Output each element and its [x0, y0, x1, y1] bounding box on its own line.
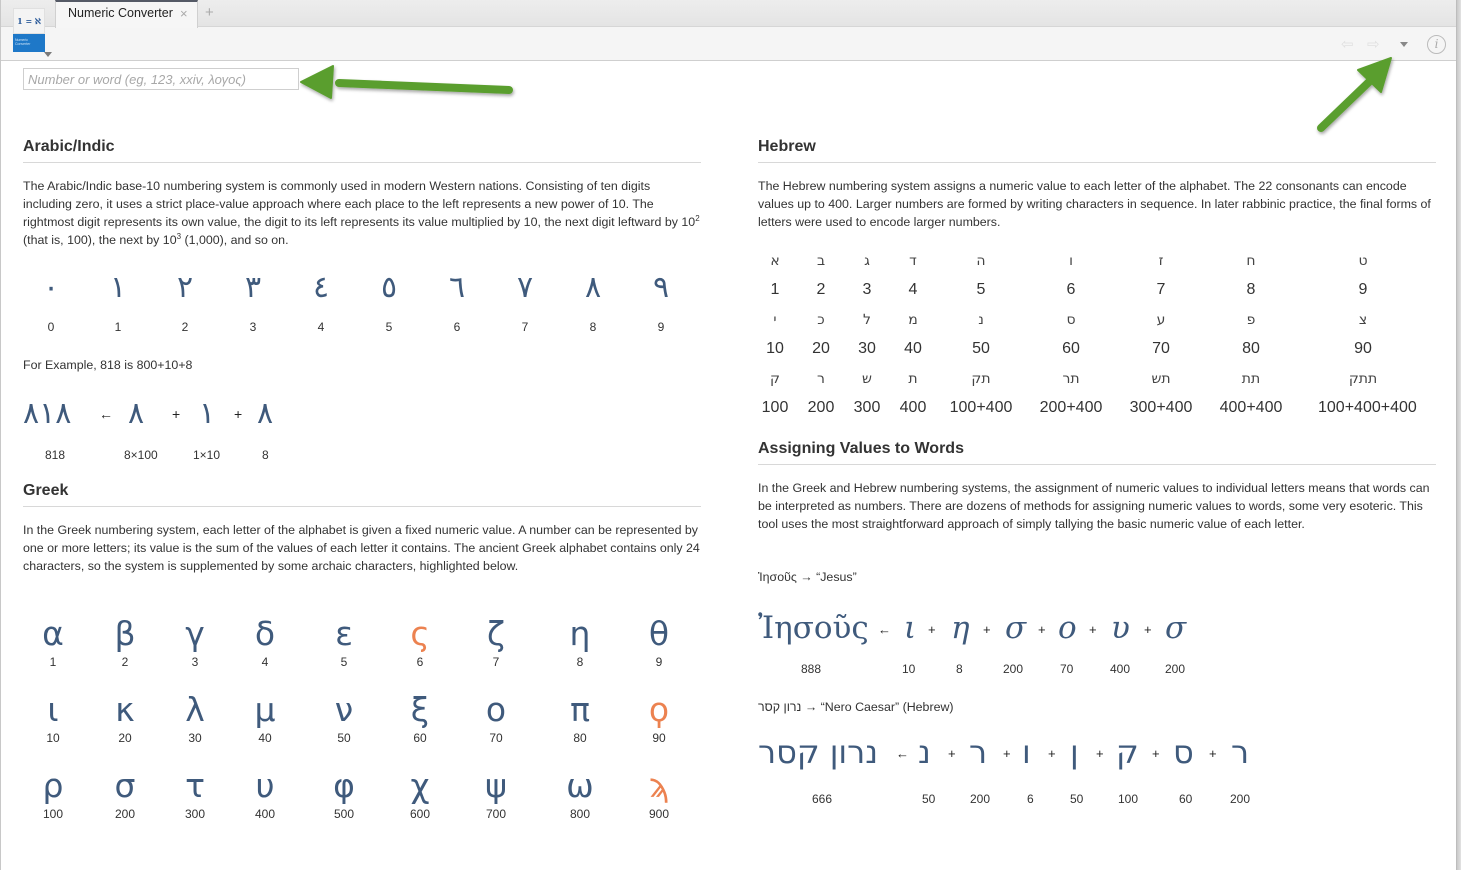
assign-values-section [758, 432, 1436, 806]
plus-sign: + [1089, 622, 1097, 637]
word-letter: ס [1173, 733, 1194, 771]
greek-letter: λ 30 [185, 690, 205, 745]
word-total: 888 [801, 662, 822, 676]
plus-sign: + [948, 746, 956, 761]
word-letter: ו [1022, 733, 1031, 771]
hebrew-letter: כ 20 [812, 312, 830, 357]
greek-word: Ἰησοῦς [758, 610, 869, 646]
greek-letter: ζ 7 [487, 614, 505, 669]
greek-letter: υ 400 [254, 766, 276, 821]
word-letter: ο [1058, 610, 1077, 646]
letter-value: 8 [956, 662, 963, 676]
greek-letter: χ 600 [409, 766, 431, 821]
dropdown-caret-icon[interactable] [1400, 42, 1408, 47]
arabic-digit: ٧ 7 [516, 270, 534, 334]
greek-letter: π 80 [570, 690, 590, 745]
letter-value: 400 [1110, 662, 1131, 676]
arabic-digit: ٣ 3 [244, 270, 262, 334]
letter-value: 10 [902, 662, 916, 676]
greek-example-caption: Ἰησοῦς → “Jesus” [758, 570, 857, 584]
logo-caption: Numeric Converter [13, 34, 45, 52]
hebrew-word: נרון קסר [758, 733, 879, 771]
hebrew-letter: תש 300+400 [1129, 371, 1193, 416]
greek-letter: β 2 [114, 614, 136, 669]
greek-letter-archaic: ϡ 900 [648, 766, 670, 821]
tab-close-icon[interactable]: × [180, 6, 188, 21]
arabic-example-equation [23, 396, 423, 436]
example-term-value: 8×100 [124, 448, 158, 462]
letter-value: 50 [922, 792, 936, 806]
letter-value: 60 [1179, 792, 1193, 806]
arabic-digit: ٩ 9 [652, 270, 670, 334]
letter-value: 100 [1118, 792, 1139, 806]
hebrew-letter: ב 2 [816, 253, 826, 298]
vertical-scrollbar[interactable] [1456, 0, 1461, 870]
plus-sign: + [1209, 746, 1217, 761]
letter-value: 200 [970, 792, 991, 806]
letter-value: 70 [1060, 662, 1074, 676]
greek-letter: ρ 100 [42, 766, 64, 821]
arabic-section [23, 130, 701, 462]
hebrew-letter: מ 40 [904, 312, 922, 357]
greek-letter: κ 20 [115, 690, 135, 745]
greek-letter: ψ 700 [485, 766, 507, 821]
hebrew-letter: נ 50 [972, 312, 990, 357]
annotation-arrow-left-icon [281, 60, 531, 105]
word-letter: ן [1070, 733, 1079, 771]
equals-arrow-icon: ← [878, 622, 891, 637]
hebrew-word-equation [758, 730, 1278, 780]
app-logo[interactable] [13, 8, 45, 52]
hebrew-letter: ק 100 [761, 371, 789, 416]
hebrew-heading: Hebrew [758, 130, 1436, 163]
word-letter: σ [1005, 610, 1027, 646]
example-term: ٨ [257, 396, 274, 431]
greek-letter: ο 70 [485, 690, 507, 745]
hebrew-letter: י 10 [766, 312, 784, 357]
hebrew-description: The Hebrew numbering system assigns a numeric value to each letter of the alphabet. The 22 consonants can encode values up to 400. Larger numbers are formed by writing characters in sequence. In later rabbinic practice, the final forms of letters were used to encode larger numbers. [758, 179, 1431, 229]
hebrew-example-caption: נרון קסר → “Nero Caesar” (Hebrew) [758, 700, 954, 714]
hebrew-letter: תק 100+400 [949, 371, 1013, 416]
greek-letter: γ 3 [185, 614, 205, 669]
tab-label: Numeric Converter [68, 6, 173, 20]
arabic-digit: ٥ 5 [380, 270, 398, 334]
plus-sign: + [983, 622, 991, 637]
hebrew-letter: תר 200+400 [1039, 371, 1103, 416]
arabic-digit: ٠ 0 [42, 270, 60, 334]
arabic-digit: ٤ 4 [312, 270, 330, 334]
tab-strip [1, 0, 1456, 27]
plus-sign: + [1096, 746, 1104, 761]
hebrew-letter: ו 6 [1066, 253, 1076, 298]
right-column [758, 130, 1436, 806]
logo-menu-caret-icon[interactable] [44, 52, 52, 57]
example-term: ٨ [128, 396, 145, 431]
hebrew-letter: א 1 [770, 253, 780, 298]
back-arrow-icon[interactable]: ⇦ [1341, 36, 1354, 53]
greek-heading: Greek [23, 474, 701, 507]
plus-sign: + [1003, 746, 1011, 761]
hebrew-letter: תת 400+400 [1219, 371, 1283, 416]
hebrew-letter: ר 200 [807, 371, 835, 416]
word-letter: ι [904, 610, 917, 646]
hebrew-letter: ל 30 [858, 312, 876, 357]
greek-letter-archaic: ϙ 90 [648, 690, 670, 745]
search-input[interactable] [23, 68, 299, 90]
greek-letter: ι 10 [46, 690, 60, 745]
arabic-description: The Arabic/Indic base-10 numbering system is commonly used in modern Western nations. Consisting of ten digits including zero, it uses a strict place-value approach where each place to the left represents a new power of 10. The rightmost digit represents its own value, the digit to its left represents its value multiplied by 10, the next digit leftward by $10^2$ (that is, 100), the next by $10^3$ (1,000), and so on. [23, 179, 700, 247]
forward-arrow-icon[interactable]: ⇨ [1367, 36, 1380, 53]
greek-letter: η 8 [569, 614, 591, 669]
plus-sign: + [1144, 622, 1152, 637]
plus-sign: + [172, 406, 181, 422]
greek-word-equation [758, 606, 1258, 656]
new-tab-icon[interactable]: + [205, 4, 214, 21]
example-term-value: 8 [262, 448, 269, 462]
greek-letter: θ 9 [648, 614, 670, 669]
word-letter: ק [1116, 733, 1139, 771]
greek-letter: μ 40 [254, 690, 276, 745]
greek-letter: ε 5 [335, 614, 353, 669]
plus-sign: + [1048, 746, 1056, 761]
hebrew-letter: פ 80 [1242, 312, 1260, 357]
hebrew-letter: ש 300 [853, 371, 881, 416]
plus-sign: + [928, 622, 936, 637]
hebrew-letter: ת 400 [899, 371, 927, 416]
arabic-example-caption: For Example, 818 is 800+10+8 [23, 358, 193, 372]
greek-letter: ω 800 [566, 766, 594, 821]
letter-value: 200 [1003, 662, 1024, 676]
arabic-digit: ١ 1 [109, 270, 127, 334]
hebrew-letter: ז 7 [1156, 253, 1166, 298]
hebrew-section [758, 130, 1436, 416]
letter-value: 200 [1165, 662, 1186, 676]
tab-numeric-converter[interactable] [55, 0, 198, 28]
hebrew-letter: ה 5 [976, 253, 986, 298]
word-letter: ר [1231, 733, 1250, 771]
plus-sign: + [234, 406, 243, 422]
hebrew-letter: ג 3 [862, 253, 872, 298]
word-letter: υ [1111, 610, 1130, 646]
word-letter: σ [1165, 610, 1187, 646]
word-letter: ר [969, 733, 988, 771]
greek-letter: ξ 60 [410, 690, 430, 745]
hebrew-letter: צ 90 [1354, 312, 1372, 357]
greek-letter: α 1 [42, 614, 64, 669]
info-icon[interactable]: i [1427, 35, 1446, 54]
greek-letter: ν 50 [334, 690, 354, 745]
word-letter: η [951, 610, 970, 646]
hebrew-letter: ח 8 [1246, 253, 1256, 298]
assign-description: In the Greek and Hebrew numbering systems, the assignment of numeric values to individual letters means that words can be interpreted as numbers. There are dozens of methods for assigning numeric values to words, some very esoteric. This tool uses the most straightforward approach of simply tallying the basic numeric value of each letter. [758, 481, 1430, 531]
arabic-digit: ٦ 6 [448, 270, 466, 334]
greek-section [23, 474, 701, 821]
toolbar [1, 27, 1456, 61]
arabic-heading: Arabic/Indic [23, 130, 701, 163]
equals-arrow-icon: ← [896, 746, 909, 761]
hebrew-letter: תתק 100+400+400 [1318, 371, 1417, 416]
word-total: 666 [812, 792, 833, 806]
assign-heading: Assigning Values to Words [758, 432, 1436, 465]
hebrew-letter: ס 60 [1062, 312, 1080, 357]
greek-letter: τ 300 [184, 766, 206, 821]
hebrew-letter: ט 9 [1358, 253, 1368, 298]
arabic-digit: ٨ 8 [584, 270, 602, 334]
hebrew-letter: ע 70 [1152, 312, 1170, 357]
letter-value: 50 [1070, 792, 1084, 806]
greek-letter: φ 500 [333, 766, 355, 821]
left-column [23, 130, 701, 821]
hebrew-letter: ד 4 [908, 253, 918, 298]
letter-value: 6 [1027, 792, 1034, 806]
greek-letter: σ 200 [114, 766, 136, 821]
equals-arrow-icon: ← [99, 406, 113, 422]
greek-letter: δ 4 [254, 614, 276, 669]
example-result-value: 818 [45, 448, 66, 462]
plus-sign: + [1038, 622, 1046, 637]
letter-value: 200 [1230, 792, 1251, 806]
annotation-arrow-up-right-icon [1311, 52, 1401, 142]
example-term: ١ [199, 396, 216, 431]
word-letter: נ [918, 733, 931, 771]
example-result-glyph: ٨١٨ [23, 396, 72, 431]
greek-letter-grid [23, 614, 701, 854]
example-term-value: 1×10 [193, 448, 221, 462]
arabic-digit: ٢ 2 [176, 270, 194, 334]
logo-symbol: 1 = ℵ [13, 8, 45, 34]
plus-sign: + [1152, 746, 1160, 761]
greek-description: In the Greek numbering system, each letter of the alphabet is given a fixed numeric value. A number can be represented by one or more letters; its value is the sum of the values of each letter it contains. The ancient Greek alphabet contains only 24 characters, so the system is supplemented by some archaic characters, highlighted below. [23, 523, 700, 573]
greek-letter-archaic: ς 6 [410, 614, 430, 669]
